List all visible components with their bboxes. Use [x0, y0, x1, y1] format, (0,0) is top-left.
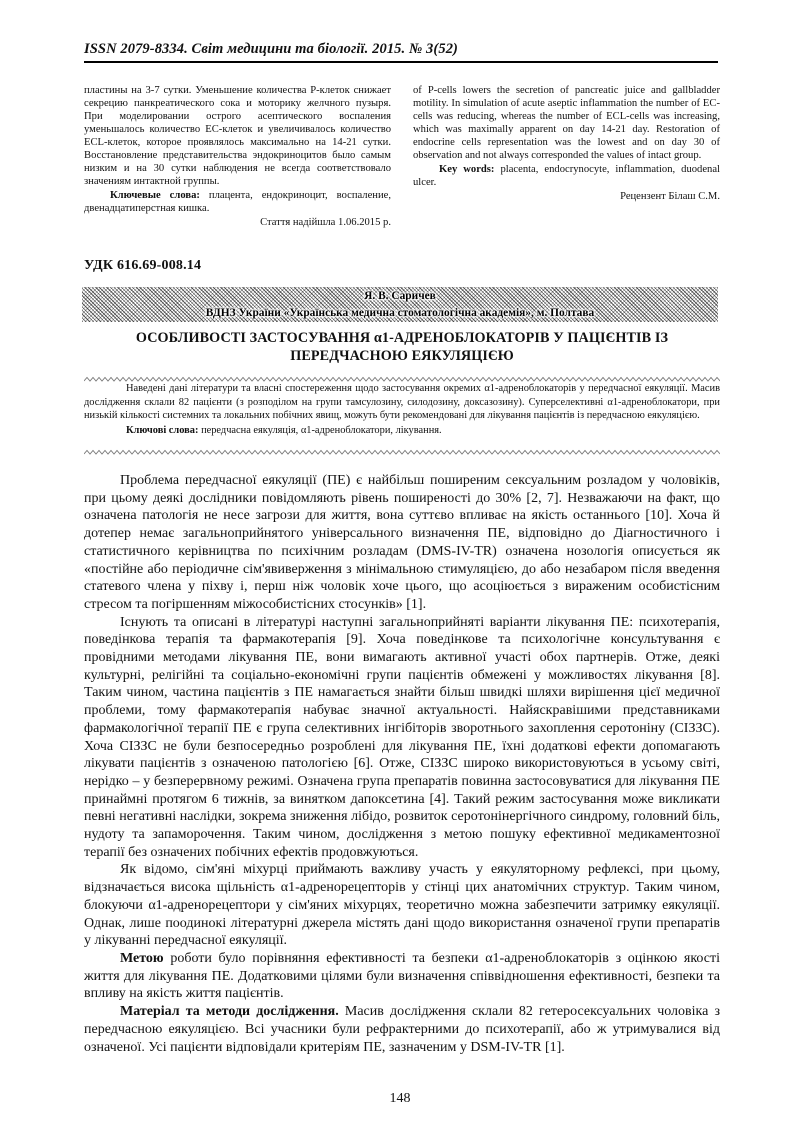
previous-article-abstract [84, 84, 720, 229]
wavy-rule-bottom-graphic [84, 449, 720, 456]
article-affiliation: ВДНЗ України «Українська медична стоматологічна академія», м. Полтава [205, 306, 595, 319]
running-head [84, 40, 718, 63]
methods-label: Матеріал та методи дослідження. [120, 1004, 339, 1020]
abstract-en-body: of P-cells lowers the secretion of pancreatic juice and gallbladder motility. In simulation of acute aseptic inflammation the number of EC-cells was reducing, whereas the number of ECL-cells was increasing, which was maximally apparent on day 14-21 day. Restoration of endocrine cells representation was the lowest and on day 30 of observation and not always corresponded the values of intact group. [413, 85, 720, 162]
udc-code: УДК 616.69-008.14 [84, 258, 202, 273]
aim-text: роботи було порівняння ефективності та безпеки α1-адреноблокаторів з оцінкою якості життя для лікування ПЕ. Додатковими цілями були визначення співвідношення ефективності, безпеки та впливу на якість життя пацієнтів. [84, 950, 720, 1002]
running-head-rule [84, 61, 718, 63]
abstract-ru-keywords-label: Ключевые слова: [110, 190, 200, 202]
abstract-en-keywords-text: placenta, endocrynocyte, inflammation, duodenal ulcer. [413, 164, 720, 189]
aim-label: Метою [120, 950, 164, 966]
abstract-en-keywords-label: Key words: [439, 164, 495, 176]
article-keywords [84, 424, 720, 438]
abstract-ru-body: пластины на 3-7 сутки. Уменьшение количества Р-клеток снижает секрецию панкреатического сока и моторику желчного пузыря. При моделировании острого асептического воспаления уменьшалось количество ЕС-клеток и увеличивалось количество ECL-клеток, которое проявлялось максимально на 14-21 сутки. Восстановление представительства эндокриноцитов было самым низким и на 30 сутки наблюдения не всегда соответствовало значениям интактной группы. [84, 85, 391, 188]
received-note: Стаття надійшла 1.06.2015 р. [260, 217, 391, 229]
article-keywords-text: передчасна еякуляція, α1-адреноблокатори, лікування. [201, 424, 442, 436]
abstract-ru-keywords [84, 189, 391, 215]
abstract-column-english [413, 84, 720, 229]
wavy-rule-bottom [84, 449, 720, 456]
article-body [84, 472, 720, 1056]
body-paragraph-1: Проблема передчасної еякуляції (ПЕ) є найбільш поширеним сексуальним розладом у чоловіків, при цьому деякі дослідники повідомляють рівень поширеності до 30% [2, 7]. Незважаючи на факт, що означена патологія не несе загрози для життя, вона суттєво впливає на якість останнього [10]. Хоча й дотепер немає загальноприйнятого універсального визначення ПЕ, відповідно до Діагностичного і статистичного керівництва по психічним розладам (DMS-IV-TR) означена нозологія описується як «постійне або періодичне сім'явиверження з мінімальною стимуляцією, до або незабаром після введення статевого члена у піхву і, перш ніж чоловік хоче цього, що асоціюється з вираженим особистісним стресом та погіршенням міжособистісних стосунків» [1]. [84, 473, 720, 612]
article-author: Я. В. Саричев [364, 290, 436, 302]
article-title: ОСОБЛИВОСТІ ЗАСТОСУВАННЯ α1-АДРЕНОБЛОКАТОРІВ У ПАЦІЄНТІВ ІЗ ПЕРЕДЧАСНОЮ ЕЯКУЛЯЦІЄЮ [135, 330, 669, 365]
article-abstract-text: Наведені дані літератури та власні спостереження щодо застосування окремих α1-адреноблокаторів у передчасної еякуляції. Масив дослідження склали 82 пацієнти (з розподілом на групи тамсулозину, силодозину, доксазозину). Суперселективні α1-адреноблокатори, при низькій кількості системних та локальних побічних явищ, можуть бути рекомендовані для лікування пацієнтів із передчасною еякуляцією. [84, 383, 720, 422]
running-head-text: ISSN 2079-8334. Світ медицини та біології. 2015. № 3(52) [84, 41, 458, 57]
methods-text: Масив дослідження склали 82 гетеросексуальних чоловіка з передчасною еякуляцією. Всі учасники були рефрактерними до психотерапії, або ж утримувалися від означеної. Усі пацієнти відповідали критеріям ПЕ, зазначеним у DSM-IV-TR [1]. [84, 1004, 721, 1055]
body-paragraph-3: Як відомо, сім'яні міхурці приймають важливу участь у еякуляторному рефлексі, при цьому, відзначається висока щільність α1-адренорецепторів у стінці цих анатомічних структур. Таким чином, блокуючи α1-адренорецептори у сім'яних міхурцях, теоретично можна забезпечити затримку еякуляції. Однак, лише поодинокі літературні джерела містять дані щодо використання означеної групи препаратів у лікуванні передчасної еякуляції. [84, 862, 720, 949]
body-paragraph-2: Існують та описані в літературі наступні загальноприйняті варіанти лікування ПЕ: психотерапія, поведінкова терапія та фармакотерапія [9]. Хоча поведінкове та психологічне консультування є провідними методами лікування ПЕ, вони вимагають активної участі обох партнерів. Отже, деякі культурні, релігійні та соціально-економічні групи пацієнтів обмежені у можливостях лікування [8]. Таким чином, частина пацієнтів з ПЕ намагається знайти більш швидкі шляхи вирішення цієї медичної проблеми, тому фармакотерапія набуває значної актуальності. Найяскравішими представниками фармакологічної терапії ПЕ є група селективних інгібіторів зворотнього захоплення серотоніну (СІЗЗС). Хоча СІЗЗС не були безпосередньо розроблені для лікування ПЕ, їхні додаткові ефекти допомагають лікувати пацієнтів з означеною патологією [6]. Отже, СІЗЗС широко використовуються в усьому світі, нерідко – у безперервному режимі. Означена група препаратів повинна застосовуватися для лікування ПЕ принаймні протягом 6 тижнів, за винятком дапоксетина [4]. Такий режим застосування може викликати певні негативні наслідки, зокрема зниження лібідо, розвиток серотонінергічного синдрому, головний біль, нудоту та запаморочення. Таким чином, дослідження з метою пошуку ефективної медикаментозної терапії без означених побічних ефектів продовжуються. [84, 614, 720, 860]
reviewer-note: Рецензент Білаш С.М. [620, 191, 720, 203]
page-number: 148 [389, 1091, 411, 1106]
author-affiliation-band [82, 287, 718, 322]
body-paragraph-aim [84, 950, 720, 1003]
body-paragraph-methods [84, 1003, 720, 1056]
article-abstract [84, 382, 720, 437]
abstract-ru-keywords-text: плацента, ендокриноцит, воспаление, двенадцатиперстная кишка. [84, 190, 391, 215]
article-keywords-label: Ключові слова: [126, 424, 199, 436]
abstract-column-russian [84, 84, 391, 229]
abstract-en-keywords [413, 163, 720, 189]
